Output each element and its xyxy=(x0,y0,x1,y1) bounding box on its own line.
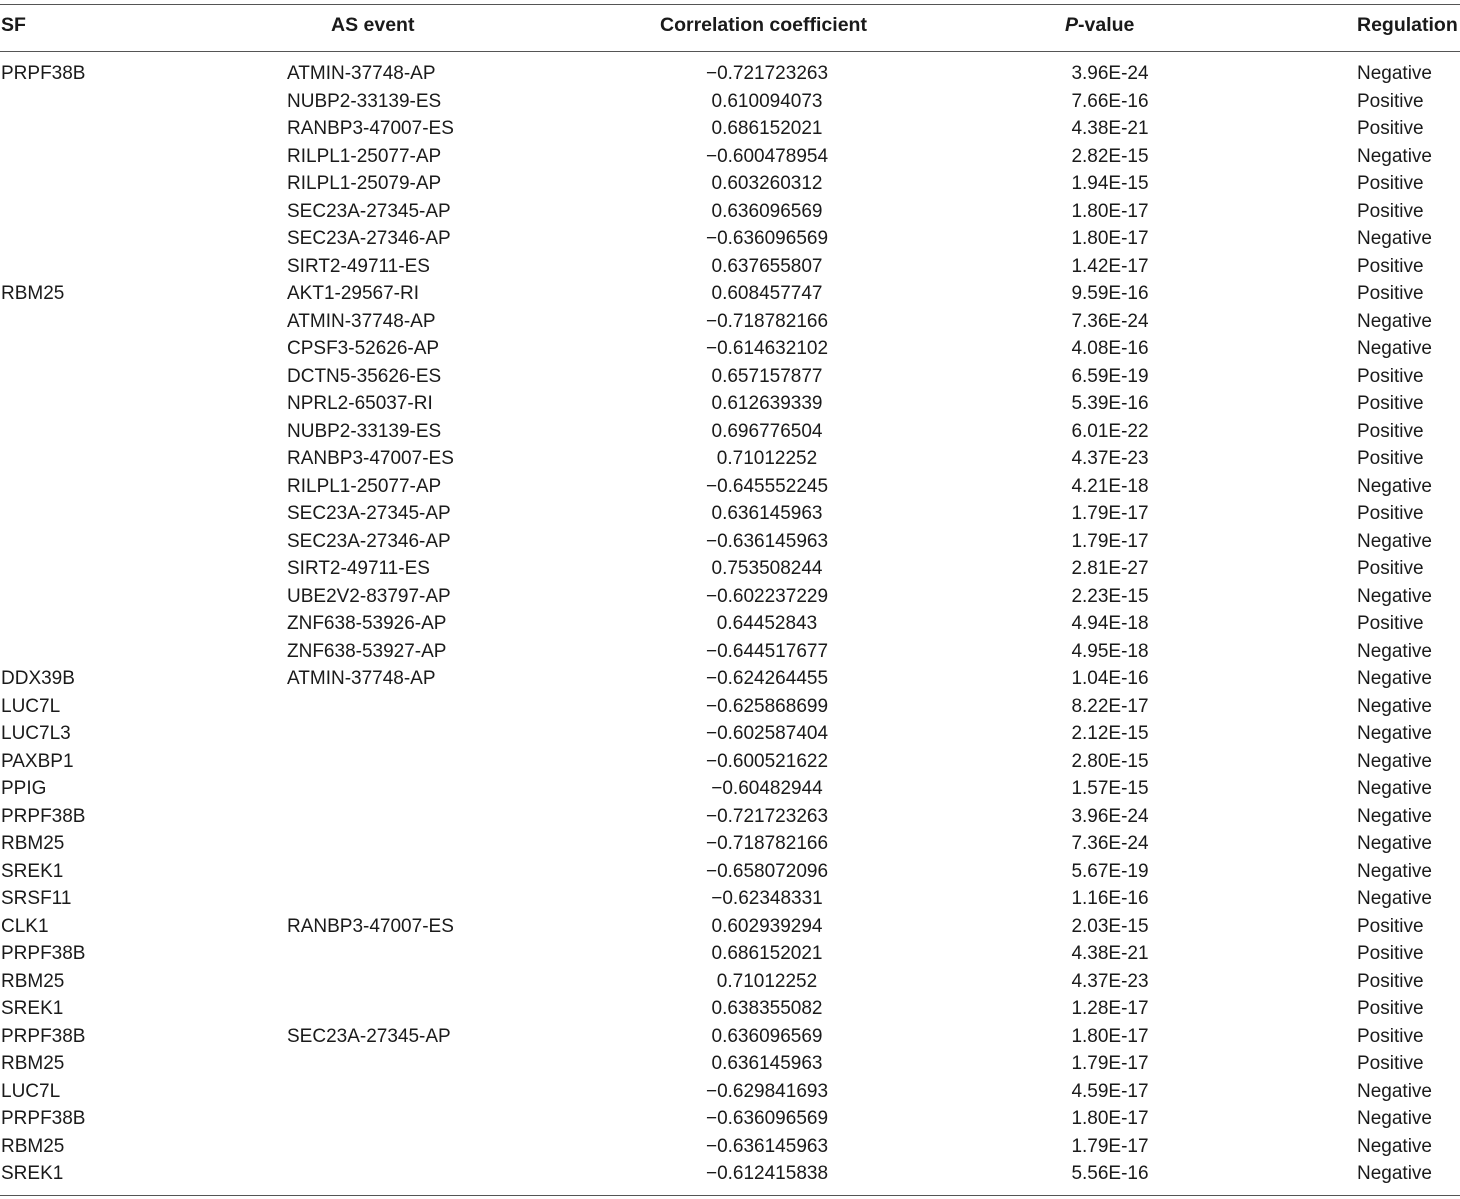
header-p-italic: P xyxy=(1065,14,1079,36)
cell-sf: PRPF38B xyxy=(1,1108,86,1129)
cell-correlation-value: −0.602587404 xyxy=(705,723,829,744)
cell-regulation: Positive xyxy=(1357,118,1424,139)
table-row xyxy=(0,420,1460,448)
cell-p-value-text: 3.96E-24 xyxy=(1071,63,1149,84)
cell-p-value-text: 1.80E-17 xyxy=(1071,228,1149,249)
cell-as-event: ATMIN-37748-AP xyxy=(287,310,436,332)
cell-regulation: Negative xyxy=(1357,888,1432,909)
cell-sf: PRPF38B xyxy=(1,805,86,827)
cell-sf: SREK1 xyxy=(1,998,64,1019)
table-row xyxy=(0,310,1460,338)
table-bottom-rule xyxy=(0,1195,1460,1196)
cell-as-event: ATMIN-37748-AP xyxy=(287,63,436,84)
cell-regulation: Negative xyxy=(1357,750,1432,772)
cell-sf: RBM25 xyxy=(1,833,65,854)
cell-correlation-value: −0.600521622 xyxy=(705,750,829,772)
cell-p-value-text: 5.67E-19 xyxy=(1071,860,1149,882)
cell-correlation-value: 0.612639339 xyxy=(711,393,823,414)
cell-as-event: SEC23A-27345-AP xyxy=(287,1025,451,1047)
table-row xyxy=(0,640,1460,668)
cell-p-value-text: 5.39E-16 xyxy=(1071,393,1149,414)
cell-as-event: DCTN5-35626-ES xyxy=(287,365,442,387)
cell-p-value-text: 4.37E-23 xyxy=(1071,448,1149,469)
cell-as-event: CPSF3-52626-AP xyxy=(287,338,440,359)
cell-as-event: ATMIN-37748-AP xyxy=(287,668,436,689)
cell-as-event: RILPL1-25079-AP xyxy=(287,173,442,194)
cell-p-value-text: 1.79E-17 xyxy=(1071,1135,1149,1157)
cell-as-event: RANBP3-47007-ES xyxy=(287,448,454,469)
table-row xyxy=(0,1107,1460,1135)
cell-regulation: Negative xyxy=(1357,640,1432,662)
cell-sf: LUC7L xyxy=(1,1080,61,1102)
table-row xyxy=(0,282,1460,310)
table-row xyxy=(0,832,1460,860)
header-sf: SF xyxy=(1,14,26,36)
cell-regulation: Positive xyxy=(1357,915,1424,937)
cell-p-value-text: 1.80E-17 xyxy=(1071,1108,1149,1129)
cell-as-event: RANBP3-47007-ES xyxy=(287,118,454,139)
cell-sf: RBM25 xyxy=(1,1135,65,1157)
cell-correlation-value: −0.625868699 xyxy=(705,695,829,717)
cell-regulation: Negative xyxy=(1357,475,1432,497)
cell-correlation-value: 0.696776504 xyxy=(711,420,823,442)
table-row xyxy=(0,530,1460,558)
cell-as-event: SEC23A-27345-AP xyxy=(287,503,451,524)
cell-as-event: SIRT2-49711-ES xyxy=(287,255,430,277)
cell-correlation-value: −0.636145963 xyxy=(705,530,829,552)
cell-correlation-value: −0.721723263 xyxy=(705,63,829,84)
cell-p-value-text: 1.80E-17 xyxy=(1071,200,1149,222)
cell-p-value-text: 1.04E-16 xyxy=(1071,668,1149,689)
cell-p-value-text: 4.08E-16 xyxy=(1071,338,1149,359)
cell-correlation-value: 0.64452843 xyxy=(716,613,818,634)
table-row xyxy=(0,667,1460,695)
cell-as-event: AKT1-29567-RI xyxy=(287,283,420,304)
cell-p-value-text: 4.37E-23 xyxy=(1071,970,1149,992)
cell-p-value-text: 1.57E-15 xyxy=(1071,778,1149,799)
cell-correlation-value: 0.636145963 xyxy=(711,1053,823,1074)
table-body xyxy=(0,62,1460,1190)
cell-p-value-text: 7.66E-16 xyxy=(1071,90,1149,112)
table-row xyxy=(0,145,1460,173)
cell-regulation: Positive xyxy=(1357,503,1424,524)
cell-p-value-text: 2.12E-15 xyxy=(1071,723,1149,744)
cell-regulation: Negative xyxy=(1357,805,1432,827)
cell-p-value-text: 7.36E-24 xyxy=(1071,310,1149,332)
cell-correlation-value: −0.718782166 xyxy=(705,833,829,854)
cell-p-value-text: 4.95E-18 xyxy=(1071,640,1149,662)
cell-sf: RBM25 xyxy=(1,970,65,992)
table-row xyxy=(0,255,1460,283)
cell-as-event: SEC23A-27346-AP xyxy=(287,228,451,249)
cell-regulation: Negative xyxy=(1357,310,1432,332)
cell-correlation-value: −0.658072096 xyxy=(705,860,829,882)
table-row xyxy=(0,337,1460,365)
cell-regulation: Negative xyxy=(1357,145,1432,167)
cell-correlation-value: −0.636096569 xyxy=(705,1108,829,1129)
cell-regulation: Positive xyxy=(1357,943,1424,964)
cell-regulation: Negative xyxy=(1357,695,1432,717)
cell-regulation: Negative xyxy=(1357,723,1432,744)
cell-regulation: Negative xyxy=(1357,833,1432,854)
cell-p-value-text: 4.38E-21 xyxy=(1071,118,1149,139)
cell-regulation: Positive xyxy=(1357,970,1424,992)
table-header-rule xyxy=(0,51,1460,52)
cell-sf: SREK1 xyxy=(1,860,64,882)
cell-correlation-value: 0.638355082 xyxy=(711,998,823,1019)
cell-correlation-value: −0.624264455 xyxy=(705,668,829,689)
cell-correlation-value: 0.71012252 xyxy=(716,448,818,469)
cell-p-value-text: 2.81E-27 xyxy=(1071,558,1149,579)
cell-p-value-text: 4.59E-17 xyxy=(1071,1080,1149,1102)
cell-correlation-value: −0.614632102 xyxy=(705,338,829,359)
cell-correlation-value: −0.60482944 xyxy=(711,778,823,799)
cell-p-value-text: 9.59E-16 xyxy=(1071,283,1149,304)
cell-sf: LUC7L3 xyxy=(1,723,71,744)
cell-regulation: Negative xyxy=(1357,1080,1432,1102)
cell-regulation: Negative xyxy=(1357,668,1432,689)
header-p-value xyxy=(1065,14,1134,37)
table-row xyxy=(0,750,1460,778)
table-row xyxy=(0,860,1460,888)
table-row xyxy=(0,447,1460,475)
header-as-event: AS event xyxy=(331,14,415,36)
cell-regulation: Negative xyxy=(1357,1135,1432,1157)
table-row xyxy=(0,200,1460,228)
table-row xyxy=(0,887,1460,915)
cell-regulation: Negative xyxy=(1357,1163,1432,1184)
table-row xyxy=(0,585,1460,613)
cell-correlation-value: −0.62348331 xyxy=(711,888,823,909)
cell-p-value-text: 3.96E-24 xyxy=(1071,805,1149,827)
table-row xyxy=(0,90,1460,118)
header-p-rest: -value xyxy=(1078,14,1135,36)
cell-sf: PAXBP1 xyxy=(1,750,74,772)
header-regulation: Regulation xyxy=(1357,14,1458,36)
cell-regulation: Negative xyxy=(1357,338,1432,359)
table-row xyxy=(0,365,1460,393)
cell-correlation-value: 0.637655807 xyxy=(711,255,823,277)
cell-regulation: Negative xyxy=(1357,585,1432,607)
cell-p-value-text: 4.94E-18 xyxy=(1071,613,1149,634)
table-header xyxy=(0,14,1460,42)
cell-sf: PRPF38B xyxy=(1,1025,86,1047)
cell-regulation: Negative xyxy=(1357,530,1432,552)
table-row xyxy=(0,777,1460,805)
cell-correlation-value: 0.603260312 xyxy=(711,173,823,194)
cell-as-event: NUBP2-33139-ES xyxy=(287,90,442,112)
cell-correlation-value: −0.629841693 xyxy=(705,1080,829,1102)
cell-correlation-value: 0.686152021 xyxy=(711,118,823,139)
cell-correlation-value: −0.612415838 xyxy=(705,1163,829,1184)
table-row xyxy=(0,1162,1460,1190)
table-row xyxy=(0,805,1460,833)
cell-regulation: Positive xyxy=(1357,448,1424,469)
cell-p-value-text: 6.59E-19 xyxy=(1071,365,1149,387)
cell-correlation-value: 0.602939294 xyxy=(711,915,823,937)
cell-p-value-text: 6.01E-22 xyxy=(1071,420,1149,442)
table-row xyxy=(0,1025,1460,1053)
cell-regulation: Negative xyxy=(1357,63,1432,84)
cell-regulation: Positive xyxy=(1357,420,1424,442)
cell-p-value-text: 2.82E-15 xyxy=(1071,145,1149,167)
cell-regulation: Negative xyxy=(1357,1108,1432,1129)
cell-regulation: Positive xyxy=(1357,283,1424,304)
table-row xyxy=(0,1135,1460,1163)
table-row xyxy=(0,695,1460,723)
cell-p-value-text: 1.94E-15 xyxy=(1071,173,1149,194)
cell-regulation: Positive xyxy=(1357,998,1424,1019)
table-row xyxy=(0,1052,1460,1080)
cell-regulation: Negative xyxy=(1357,860,1432,882)
table-row xyxy=(0,612,1460,640)
table-row xyxy=(0,502,1460,530)
cell-regulation: Positive xyxy=(1357,558,1424,579)
table-row xyxy=(0,117,1460,145)
cell-regulation: Positive xyxy=(1357,173,1424,194)
cell-sf: PRPF38B xyxy=(1,63,86,84)
cell-correlation-value: −0.644517677 xyxy=(705,640,829,662)
cell-correlation-value: 0.657157877 xyxy=(711,365,823,387)
cell-regulation: Positive xyxy=(1357,613,1424,634)
table-row xyxy=(0,227,1460,255)
cell-regulation: Positive xyxy=(1357,90,1424,112)
table-row xyxy=(0,557,1460,585)
cell-correlation-value: 0.636145963 xyxy=(711,503,823,524)
table-row xyxy=(0,997,1460,1025)
cell-regulation: Positive xyxy=(1357,1025,1424,1047)
cell-p-value-text: 1.79E-17 xyxy=(1071,503,1149,524)
cell-sf: SREK1 xyxy=(1,1163,64,1184)
cell-correlation-value: 0.71012252 xyxy=(716,970,818,992)
cell-correlation-value: 0.636096569 xyxy=(711,200,823,222)
cell-correlation-value: 0.636096569 xyxy=(711,1025,823,1047)
cell-p-value-text: 5.56E-16 xyxy=(1071,1163,1149,1184)
cell-p-value-text: 1.16E-16 xyxy=(1071,888,1149,909)
cell-sf: PRPF38B xyxy=(1,943,86,964)
cell-correlation-value: −0.636096569 xyxy=(705,228,829,249)
cell-as-event: RILPL1-25077-AP xyxy=(287,145,442,167)
cell-as-event: RANBP3-47007-ES xyxy=(287,915,454,937)
cell-correlation-value: −0.602237229 xyxy=(705,585,829,607)
cell-correlation-value: −0.636145963 xyxy=(705,1135,829,1157)
table-row xyxy=(0,1080,1460,1108)
table-row xyxy=(0,475,1460,503)
cell-p-value-text: 2.80E-15 xyxy=(1071,750,1149,772)
cell-p-value-text: 4.21E-18 xyxy=(1071,475,1149,497)
cell-p-value-text: 1.28E-17 xyxy=(1071,998,1149,1019)
table-row xyxy=(0,392,1460,420)
cell-as-event: SEC23A-27346-AP xyxy=(287,530,451,552)
cell-as-event: ZNF638-53927-AP xyxy=(287,640,447,662)
cell-correlation-value: 0.753508244 xyxy=(711,558,823,579)
cell-p-value-text: 1.42E-17 xyxy=(1071,255,1149,277)
cell-correlation-value: 0.686152021 xyxy=(711,943,823,964)
cell-correlation-value: −0.645552245 xyxy=(705,475,829,497)
cell-sf: LUC7L xyxy=(1,695,61,717)
cell-regulation: Negative xyxy=(1357,228,1432,249)
cell-as-event: SIRT2-49711-ES xyxy=(287,558,430,579)
cell-sf: PPIG xyxy=(1,778,47,799)
table-row xyxy=(0,970,1460,998)
table-row xyxy=(0,172,1460,200)
cell-correlation-value: −0.718782166 xyxy=(705,310,829,332)
cell-as-event: NUBP2-33139-ES xyxy=(287,420,442,442)
table-row xyxy=(0,915,1460,943)
cell-correlation-value: −0.721723263 xyxy=(705,805,829,827)
cell-as-event: ZNF638-53926-AP xyxy=(287,613,447,634)
cell-p-value-text: 1.79E-17 xyxy=(1071,530,1149,552)
header-correlation-coefficient: Correlation coefficient xyxy=(660,14,867,36)
cell-p-value-text: 1.79E-17 xyxy=(1071,1053,1149,1074)
cell-p-value-text: 8.22E-17 xyxy=(1071,695,1149,717)
cell-sf: RBM25 xyxy=(1,283,65,304)
cell-regulation: Positive xyxy=(1357,1053,1424,1074)
cell-as-event: UBE2V2-83797-AP xyxy=(287,585,451,607)
cell-as-event: SEC23A-27345-AP xyxy=(287,200,451,222)
cell-p-value-text: 4.38E-21 xyxy=(1071,943,1149,964)
table-row xyxy=(0,942,1460,970)
cell-sf: CLK1 xyxy=(1,915,49,937)
cell-correlation-value: 0.608457747 xyxy=(711,283,823,304)
cell-sf: DDX39B xyxy=(1,668,75,689)
cell-p-value-text: 2.03E-15 xyxy=(1071,915,1149,937)
table-row xyxy=(0,62,1460,90)
table-top-rule xyxy=(0,4,1460,5)
cell-regulation: Positive xyxy=(1357,255,1424,277)
cell-p-value-text: 1.80E-17 xyxy=(1071,1025,1149,1047)
cell-regulation: Negative xyxy=(1357,778,1432,799)
cell-p-value-text: 2.23E-15 xyxy=(1071,585,1149,607)
cell-as-event: RILPL1-25077-AP xyxy=(287,475,442,497)
table-row xyxy=(0,722,1460,750)
cell-regulation: Positive xyxy=(1357,365,1424,387)
cell-regulation: Positive xyxy=(1357,393,1424,414)
cell-as-event: NPRL2-65037-RI xyxy=(287,393,433,414)
cell-sf: RBM25 xyxy=(1,1053,65,1074)
cell-sf: SRSF11 xyxy=(1,888,72,909)
cell-p-value-text: 7.36E-24 xyxy=(1071,833,1149,854)
cell-correlation-value: −0.600478954 xyxy=(705,145,829,167)
cell-regulation: Positive xyxy=(1357,200,1424,222)
cell-correlation-value: 0.610094073 xyxy=(711,90,823,112)
